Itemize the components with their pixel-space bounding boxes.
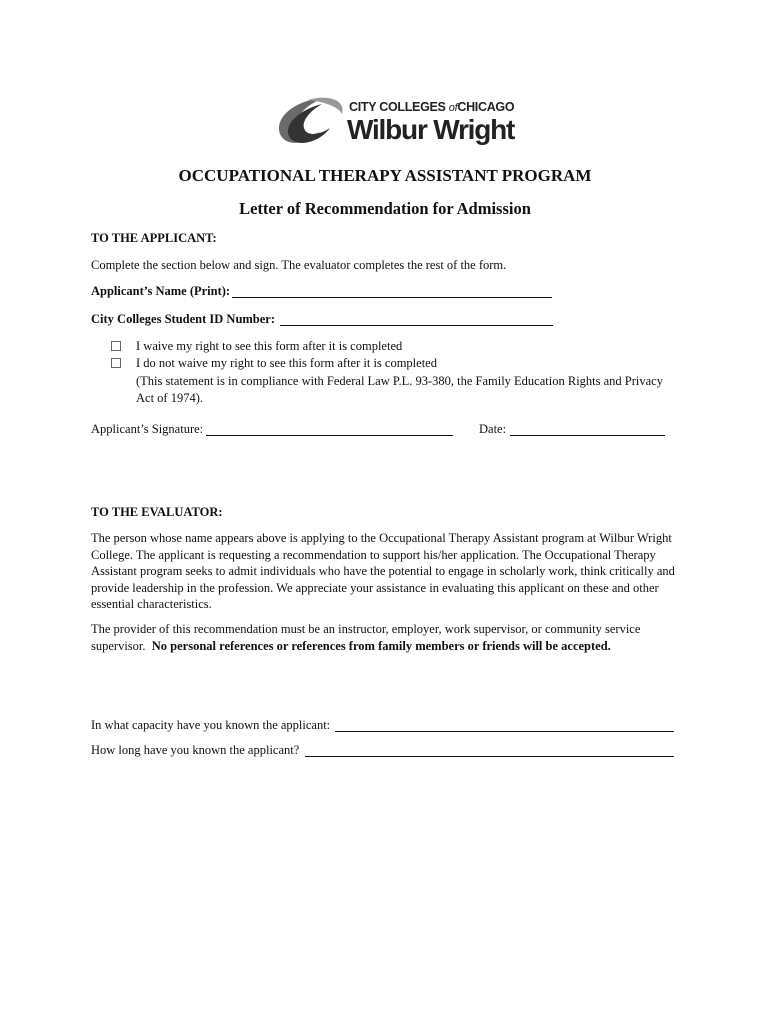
signature-label: Applicant’s Signature: [91, 422, 204, 436]
student-id-field[interactable] [280, 325, 553, 326]
compliance-note-line2: Act of 1974). [136, 391, 203, 405]
logo-college-name: Wilbur Wright [347, 114, 515, 145]
duration-field[interactable] [305, 756, 674, 757]
page-subtitle: Letter of Recommendation for Admission [239, 199, 531, 218]
capacity-field[interactable] [335, 731, 674, 732]
page-title: OCCUPATIONAL THERAPY ASSISTANT PROGRAM [178, 166, 592, 185]
applicant-name-field[interactable] [232, 297, 552, 298]
evaluator-paragraph-2-bold: No personal references or references from family members or friends will be accepted. [151, 638, 611, 653]
evaluator-paragraph-1: The person whose name appears above is applying to the Occupational Therapy Assistant program at Wilbur Wright College. The applicant is requesting a recommendation to support his/her application. The Occupational Therapy Assistant program seeks to admit individuals who have the potential to engage in scholarly work, think critically and provide leadership in the profession. We appreciate your assistance in evaluating this applicant on these and other essential characteristics. [91, 531, 675, 612]
college-logo [272, 94, 515, 152]
not-waive-right-label: I do not waive my right to see this form after it is completed [136, 356, 437, 370]
student-id-label: City Colleges Student ID Number: [91, 312, 276, 326]
duration-label: How long have you known the applicant? [91, 743, 300, 757]
swoosh-logo-icon [272, 94, 350, 152]
waive-right-label: I waive my right to see this form after it is completed [136, 339, 403, 353]
date-field[interactable] [510, 435, 665, 436]
evaluator-paragraph-2-text: The provider of this recommendation must be an instructor, employer, work supervisor, or community service supervisor. [91, 622, 641, 653]
evaluator-paragraph-2 [91, 621, 685, 654]
not-waive-right-checkbox[interactable] [111, 358, 121, 368]
signature-field[interactable] [206, 435, 453, 436]
capacity-label: In what capacity have you known the applicant: [91, 718, 331, 732]
logo-org-name: CITY COLLEGES ofCHICAGO [349, 100, 515, 114]
waive-right-checkbox[interactable] [111, 341, 121, 351]
applicant-instruction: Complete the section below and sign. The evaluator completes the rest of the form. [91, 258, 507, 272]
date-label: Date: [479, 422, 507, 436]
evaluator-heading: TO THE EVALUATOR: [91, 505, 223, 519]
applicant-name-label: Applicant’s Name (Print): [91, 284, 231, 298]
compliance-note-line1: (This statement is in compliance with Federal Law P.L. 93-380, the Family Education Rights and Privacy [136, 374, 663, 388]
applicant-heading: TO THE APPLICANT: [91, 231, 217, 245]
